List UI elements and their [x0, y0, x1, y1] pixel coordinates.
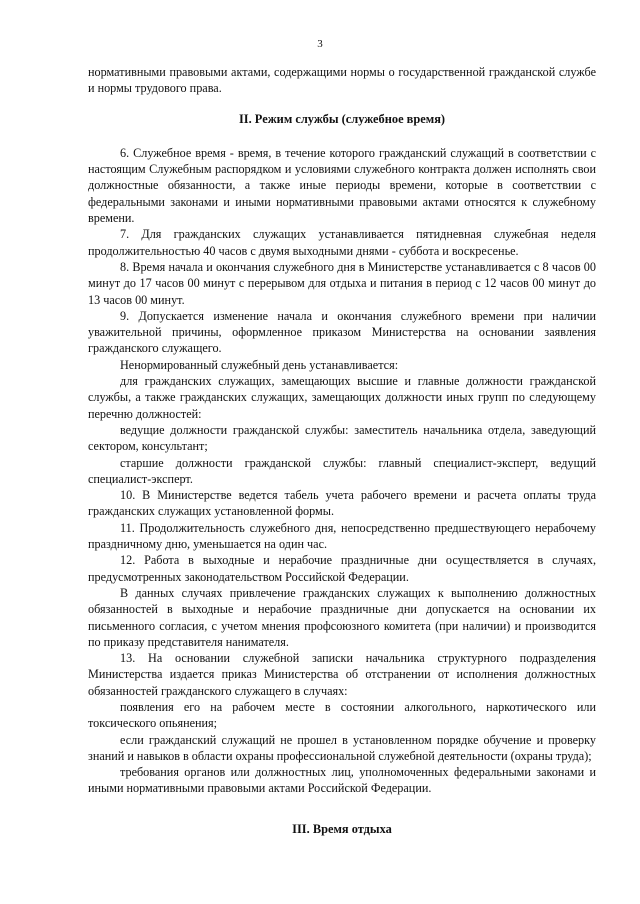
paragraph-7: 7. Для гражданских служащих устанавливается пятидневная служебная неделя продолжительностью 40 часов с двумя выходными днями - суббота и воскресенье.: [88, 227, 596, 258]
irregular-day-senior-positions: для гражданских служащих, замещающих высшие и главные должности гражданской службы, а также гражданских служащих, замещающих должности иных групп по следующему перечню должностей:: [88, 374, 596, 421]
paragraph-6: 6. Служебное время - время, в течение которого гражданский служащий в соответствии с настоящим Служебным распорядком и условиями служебного контракта должен исполнять свои должностные обязанности, а также иные периоды времени, которые в соответствии с федеральными законами и иными нормативными правовыми актами относятся к служебному времени.: [88, 145, 596, 226]
suspension-case-authorities: требования органов или должностных лиц, уполномоченных федеральными законами и иными нормативными правовыми актами Российской Федерации.: [88, 765, 596, 796]
intro-paragraph: нормативными правовыми актами, содержащими нормы о государственной гражданской службе и нормы трудового права.: [88, 65, 596, 96]
paragraph-12-details: В данных случаях привлечение гражданских служащих к выполнению должностных обязанностей в выходные и нерабочие праздничные дни допускается на основании их письменного согласия, с учетом мнения профсоюзного комитета (при наличии) и производится по приказу представителя нанимателя.: [88, 585, 596, 649]
suspension-case-training: если гражданский служащий не прошел в установленном порядке обучение и проверку знаний и навыков в области охраны профессиональной служебной деятельности (охраны труда);: [88, 732, 596, 763]
paragraph-10: 10. В Министерстве ведется табель учета рабочего времени и расчета оплаты труда гражданских служащих установленной формы.: [88, 488, 596, 519]
section-2-heading: II. Режим службы (служебное время): [238, 111, 446, 126]
paragraph-8: 8. Время начала и окончания служебного дня в Министерстве устанавливается с 8 часов 00 минут до 17 часов 00 минут с перерывом для отдыха и питания в период с 12 часов 00 минут до 13 часов 00 минут.: [88, 259, 596, 307]
suspension-case-intoxication: появления его на рабочем месте в состоянии алкогольного, наркотического или токсического опьянения;: [88, 699, 596, 731]
paragraph-9: 9. Допускается изменение начала и окончания служебного времени при наличии уважительной причины, оформленное приказом Министерства на основании заявления гражданского служащего.: [88, 308, 596, 356]
page-number: 3: [317, 38, 323, 50]
irregular-day-leading-positions: ведущие должности гражданской службы: заместитель начальника отдела, заведующий сектором, консультант;: [88, 422, 596, 454]
paragraph-11: 11. Продолжительность служебного дня, непосредственно предшествующего нерабочему праздничному дню, уменьшается на один час.: [88, 520, 596, 552]
irregular-day-intro: Ненормированный служебный день устанавливается:: [120, 357, 399, 372]
irregular-day-older-positions: старшие должности гражданской службы: главный специалист-эксперт, ведущий специалист-эксперт.: [88, 455, 596, 486]
section-3-heading: III. Время отдыха: [292, 821, 392, 836]
paragraph-13: 13. На основании служебной записки начальника структурного подразделения Министерства издается приказ Министерства об отстранении от исполнения должностных обязанностей гражданского служащего в случаях:: [88, 651, 596, 698]
document-body: [88, 64, 596, 855]
paragraph-12: 12. Работа в выходные и нерабочие праздничные дни осуществляется в случаях, предусмотренных законодательством Российской Федерации.: [88, 553, 596, 584]
